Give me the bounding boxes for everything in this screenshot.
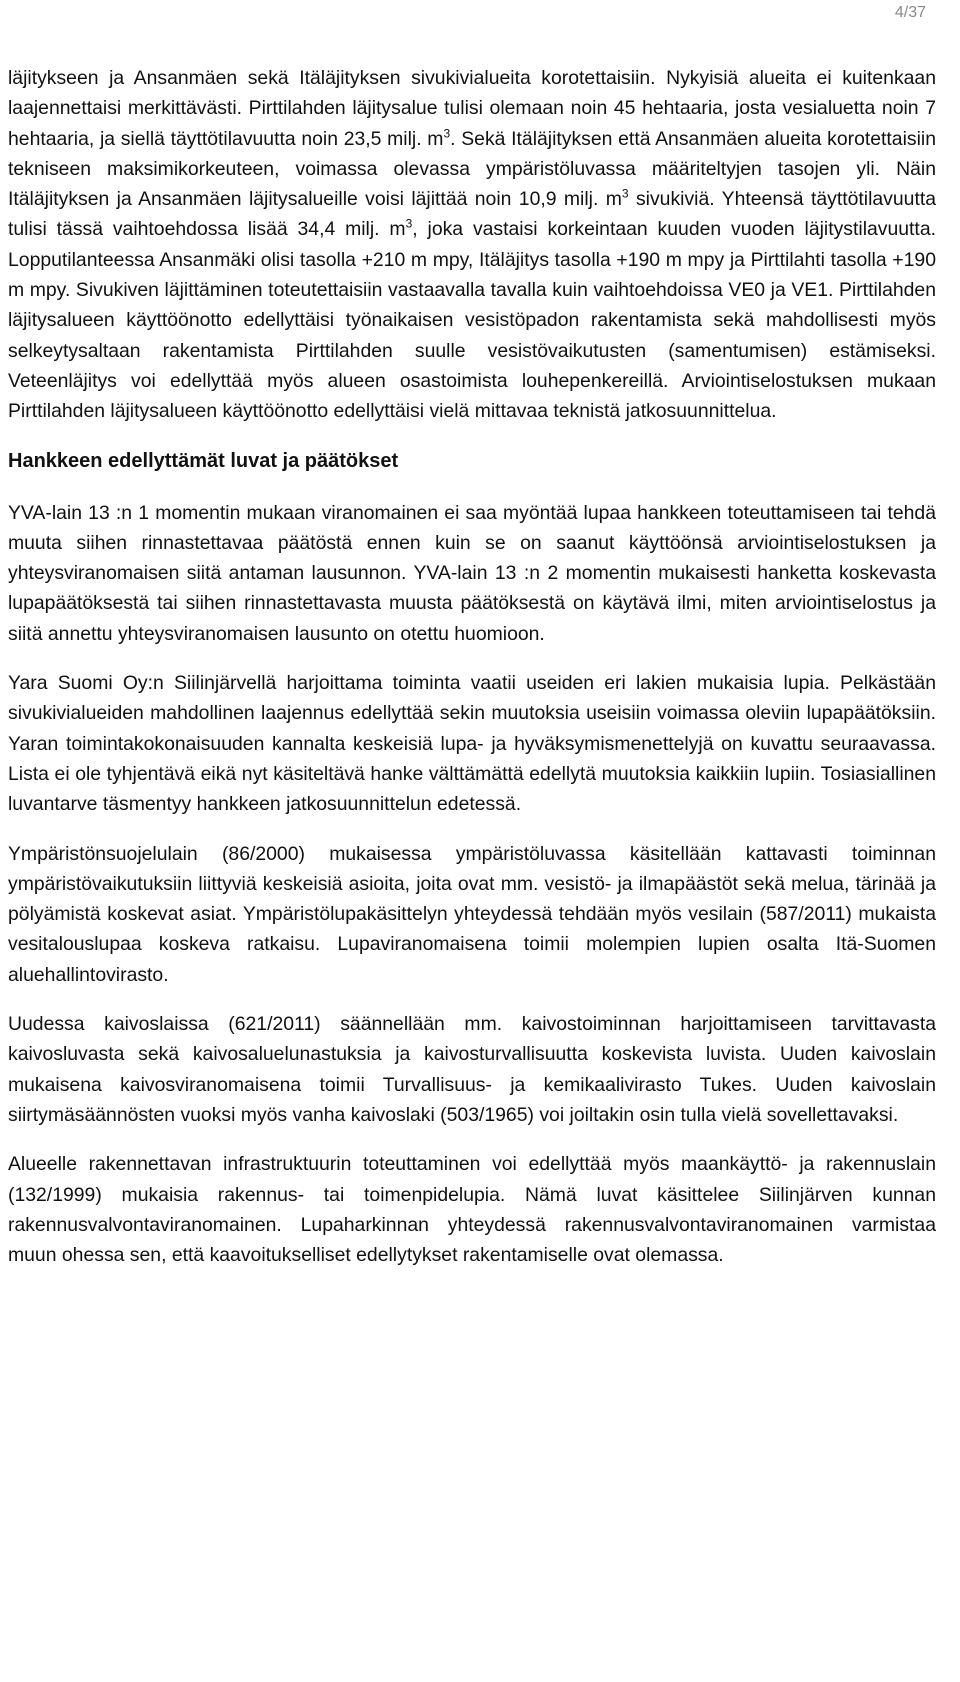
paragraph-mining-law: Uudessa kaivoslaissa (621/2011) säännellään mm. kaivostoiminnan harjoittamiseen tarvittavasta kaivosluvasta sekä kaivosaluelunastuksia ja kaivosturvallisuutta koskevista luvista. Uuden kaivoslain mukaisena kaivosviranomaisena toimii Turvallisuus- ja kemikaalivirasto Tukes. Uuden kaivoslain siirtymäsäännösten vuoksi myös vanha kaivoslaki (503/1965) voi joiltakin osin tulla vielä sovellettavaksi. [8,1013,936,1126]
paragraph-yva-law: YVA-lain 13 :n 1 momentin mukaan viranomainen ei saa myöntää lupaa hankkeen toteuttamiseen tai tehdä muuta siihen rinnastettavaa päätöstä ennen kuin se on saanut käyttöönsä arviointiselostuksen ja yhteysviranomaisen siitä antaman lausunnon. YVA-lain 13 :n 2 momentin mukaisesti hanketta koskevasta lupapäätöksestä tai siihen rinnastettavasta muusta päätöksestä on käytävä ilmi, miten arviointiselostus ja siitä annettu yhteysviranomaisen lausunto on otettu huomioon. [8,501,936,645]
document-body [0,63,950,1289]
section-heading: Hankkeen edellyttämät luvat ja päätökset [8,449,399,472]
superscript: 3 [405,217,413,232]
paragraph-text: sivukiviä. Yhteensä täyttötilavuutta tulisi tässä vaihtoehdossa lisää 34,4 milj. m [8,188,936,241]
paragraph-permits: Yara Suomi Oy:n Siilinjärvellä harjoittama toiminta vaatii useiden eri lakien mukaisia lupia. Pelkästään sivukivialueiden mahdollinen laajennus edellyttää sekin muutoksia useisiin voimassa oleviin lupapäätöksiin. Yaran toimintakokonaisuuden kannalta keskeisiä lupa- ja hyväksymismenettelyjä on kuvattu seuraavassa. Lista ei ole tyhjentävä eikä nyt käsiteltävä hanke välttämättä edellytä muutoksia kaikkiin lupiin. Tosiasiallinen luvantarve täsmentyy hankkeen jatkosuunnittelun edetessä. [8,672,936,816]
paragraph-environmental-law: Ympäristönsuojelulain (86/2000) mukaisessa ympäristöluvassa käsitellään kattavasti toiminnan ympäristövaikutuksiin liittyviä keskeisiä asioita, joita ovat mm. vesistö- ja ilmapäästöt sekä melua, tärinää ja pölyämistä koskevat asiat. Ympäristölupakäsittelyn yhteydessä tehdään myös vesilain (587/2011) mukaista vesitalouslupaa koskeva ratkaisu. Lupaviranomaisena toimii molempien lupien osalta Itä-Suomen aluehallintovirasto. [8,842,936,986]
paragraph-building-law: Alueelle rakennettavan infrastruktuurin toteuttaminen voi edellyttää myös maankäyttö- ja rakennuslain (132/1999) mukaisia rakennus- tai toimenpidelupia. Nämä luvat käsittelee Siilinjärven kunnan rakennusvalvontaviranomainen. Lupaharkinnan yhteydessä rakennusvalvontaviranomainen varmistaa muun ohessa sen, että kaavoitukselliset edellytykset rakentamiselle ovat olemassa. [8,1153,936,1267]
paragraph-text: . Sekä Itäläjityksen että Ansanmäen alueita korotettaisiin tekniseen maksimikorkeuteen, voimassa olevassa ympäristöluvassa määriteltyjen tasojen yli. Näin Itäläjityksen ja Ansanmäen läjitysalueille voisi läjittää noin 10,9 milj. m [8,127,936,211]
paragraph-text: , joka vastaisi korkeintaan kuuden vuoden läjitystilavuutta. Lopputilanteessa Ansanmäki olisi tasolla +210 m mpy, Itäläjitys tasolla +190 m mpy ja Pirttilahti tasolla +190 m mpy. Sivukiven läjittäminen toteutettaisiin vastaavalla tavalla kuin vaihtoehdoissa VE0 ja VE1. Pirttilahden läjitysalueen käyttöönotto edellyttäisi työnaikaisen vesistöpadon rakentamista sekä mahdollisesti myös selkeytysaltaan rakentamista Pirttilahden suulle vesistövaikutusten (samentumisen) estämiseksi. Veteenläjitys voi edellyttää myös alueen osastoimista louhepenkereillä. Arviointiselostuksen mukaan Pirttilahden läjitysalueen käyttöönotto edellyttäisi vielä mittavaa teknistä jatkosuunnittelua. [8,218,936,423]
paragraph-side-rock-areas [8,63,936,427]
superscript: 3 [443,126,451,141]
paragraph-text: läjitykseen ja Ansanmäen sekä Itäläjityksen sivukivialueita korotettaisiin. Nykyisiä alueita ei kuitenkaan laajennettaisi merkittävästi. Pirttilahden läjitysalue tulisi olemaan noin 45 hehtaaria, josta vesialuetta noin 7 hehtaaria, ja siellä täyttötilavuutta noin 23,5 milj. m [8,67,936,150]
superscript: 3 [621,186,629,201]
page-number: 4/37 [894,4,926,21]
